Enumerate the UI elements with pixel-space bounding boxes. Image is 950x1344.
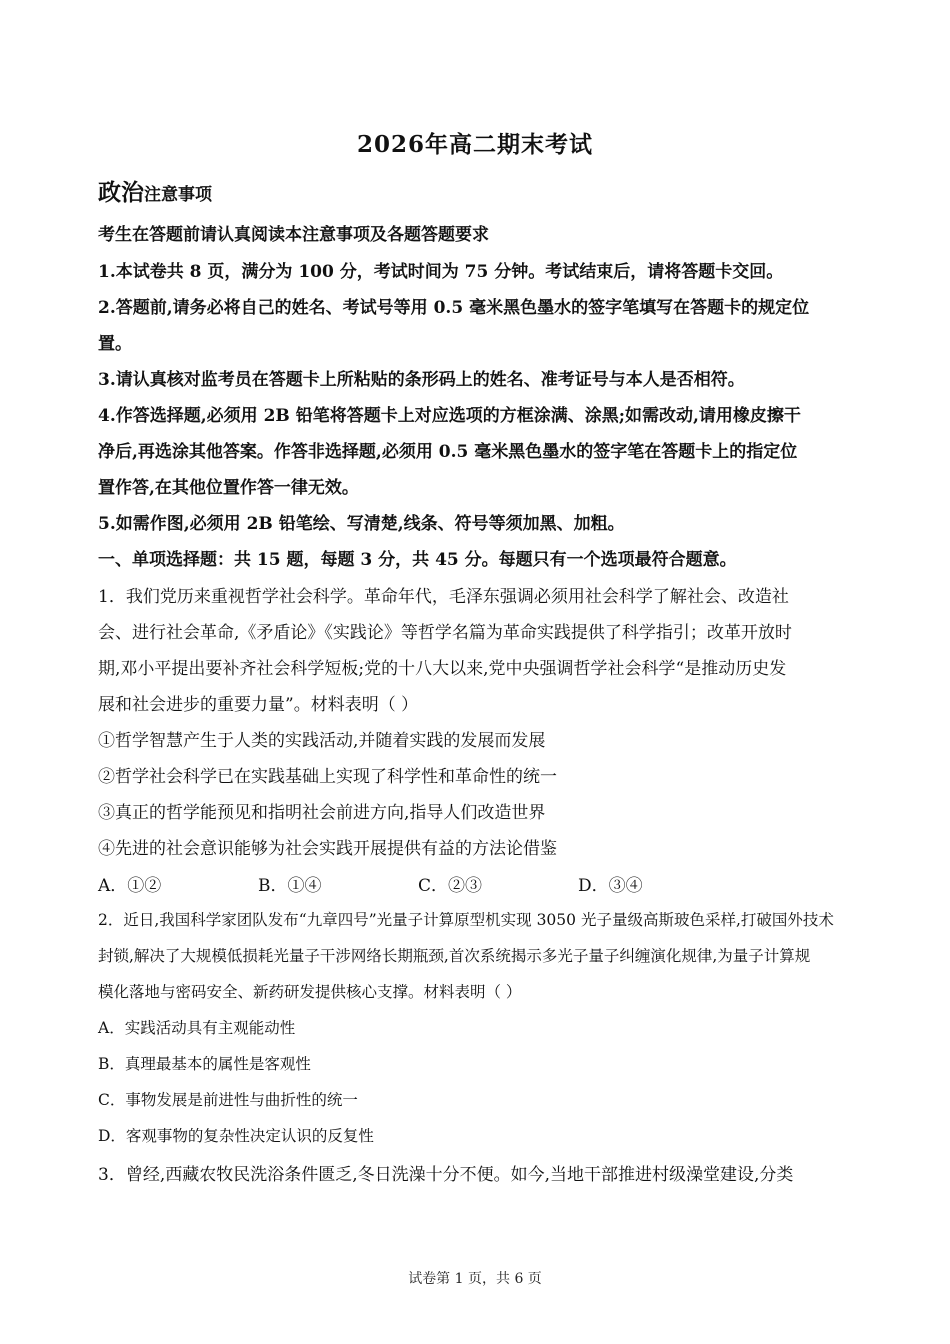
instruction-4c: 置作答,在其他位置作答一律无效。	[98, 478, 359, 498]
notice-label: 注意事项	[144, 185, 212, 205]
q1-statement-4: ④先进的社会意识能够为社会实践开展提供有益的方法论借鉴	[98, 839, 557, 859]
q1-option-c: C．②③	[418, 876, 483, 896]
section-heading: 一、单项选择题：共 15 题，每题 3 分，共 45 分。每题只有一个选项最符合题意。	[98, 550, 737, 570]
instruction-1: 1.本试卷共 8 页，满分为 100 分，考试时间为 75 分钟。考试结束后，请将答题卡交回。	[98, 262, 784, 282]
q1-stem-3: 期,邓小平提出要补齐社会科学短板;党的十八大以来,党中央强调哲学社会科学“是推动历史发	[98, 659, 787, 679]
q1-option-a: A．①②	[98, 876, 162, 896]
q1-stem-1: 1．我们党历来重视哲学社会科学。革命年代，毛泽东强调必须用社会科学了解社会、改造社	[98, 587, 789, 607]
q1-statement-3: ③真正的哲学能预见和指明社会前进方向,指导人们改造世界	[98, 803, 546, 823]
q1-statement-1: ①哲学智慧产生于人类的实践活动,并随着实践的发展而发展	[98, 731, 546, 751]
exam-title: 2026年高二期末考试	[356, 131, 593, 158]
page-footer: 试卷第 1 页，共 6 页	[408, 1271, 542, 1287]
q1-stem-2: 会、进行社会革命,《矛盾论》《实践论》等哲学名篇为革命实践提供了科学指引；改革开放时	[98, 623, 792, 643]
instruction-4b: 净后,再选涂其他答案。作答非选择题,必须用 0.5 毫米黑色墨水的签字笔在答题卡上的指定位	[98, 442, 798, 462]
q1-option-d: D．③④	[578, 876, 643, 896]
q2-stem-3: 模化落地与密码安全、新药研发提供核心支撑。材料表明（ ）	[98, 983, 522, 1001]
q2-stem-1: 2．近日,我国科学家团队发布“九章四号”光量子计算原型机实现 3050 光子量级高斯玻色采样,打破国外技术	[98, 911, 834, 929]
q1-statement-2: ②哲学社会科学已在实践基础上实现了科学性和革命性的统一	[98, 767, 557, 787]
q2-option-d: D．客观事物的复杂性决定认识的反复性	[98, 1127, 374, 1145]
instruction-4a: 4.作答选择题,必须用 2B 铅笔将答题卡上对应选项的方框涂满、涂黑;如需改动,请用橡皮擦干	[98, 406, 801, 426]
q2-option-a: A．实践活动具有主观能动性	[98, 1019, 296, 1037]
q2-stem-2: 封锁,解决了大规模低损耗光量子干涉网络长期瓶颈,首次系统揭示多光子量子纠缠演化规律,为量子计算规	[98, 947, 811, 965]
subject-heading	[98, 174, 212, 207]
q2-option-c: C．事物发展是前进性与曲折性的统一	[98, 1091, 358, 1109]
q1-option-b: B．①④	[258, 876, 322, 896]
instructions-intro: 考生在答题前请认真阅读本注意事项及各题答题要求	[98, 225, 489, 245]
instruction-5: 5.如需作图,必须用 2B 铅笔绘、写清楚,线条、符号等须加黑、加粗。	[98, 514, 625, 534]
instruction-2a: 2.答题前,请务必将自己的姓名、考试号等用 0.5 毫米黑色墨水的签字笔填写在答题卡的规定位	[98, 298, 810, 318]
instruction-2b: 置。	[98, 334, 132, 354]
q2-option-b: B．真理最基本的属性是客观性	[98, 1055, 311, 1073]
q1-stem-4: 展和社会进步的重要力量”。材料表明（ ）	[98, 695, 419, 715]
instruction-3: 3.请认真核对监考员在答题卡上所粘贴的条形码上的姓名、准考证号与本人是否相符。	[98, 370, 745, 390]
q3-stem-1: 3．曾经,西藏农牧民洗浴条件匮乏,冬日洗澡十分不便。如今,当地干部推进村级澡堂建设,分类	[98, 1165, 794, 1185]
subject-name: 政治	[98, 179, 144, 206]
